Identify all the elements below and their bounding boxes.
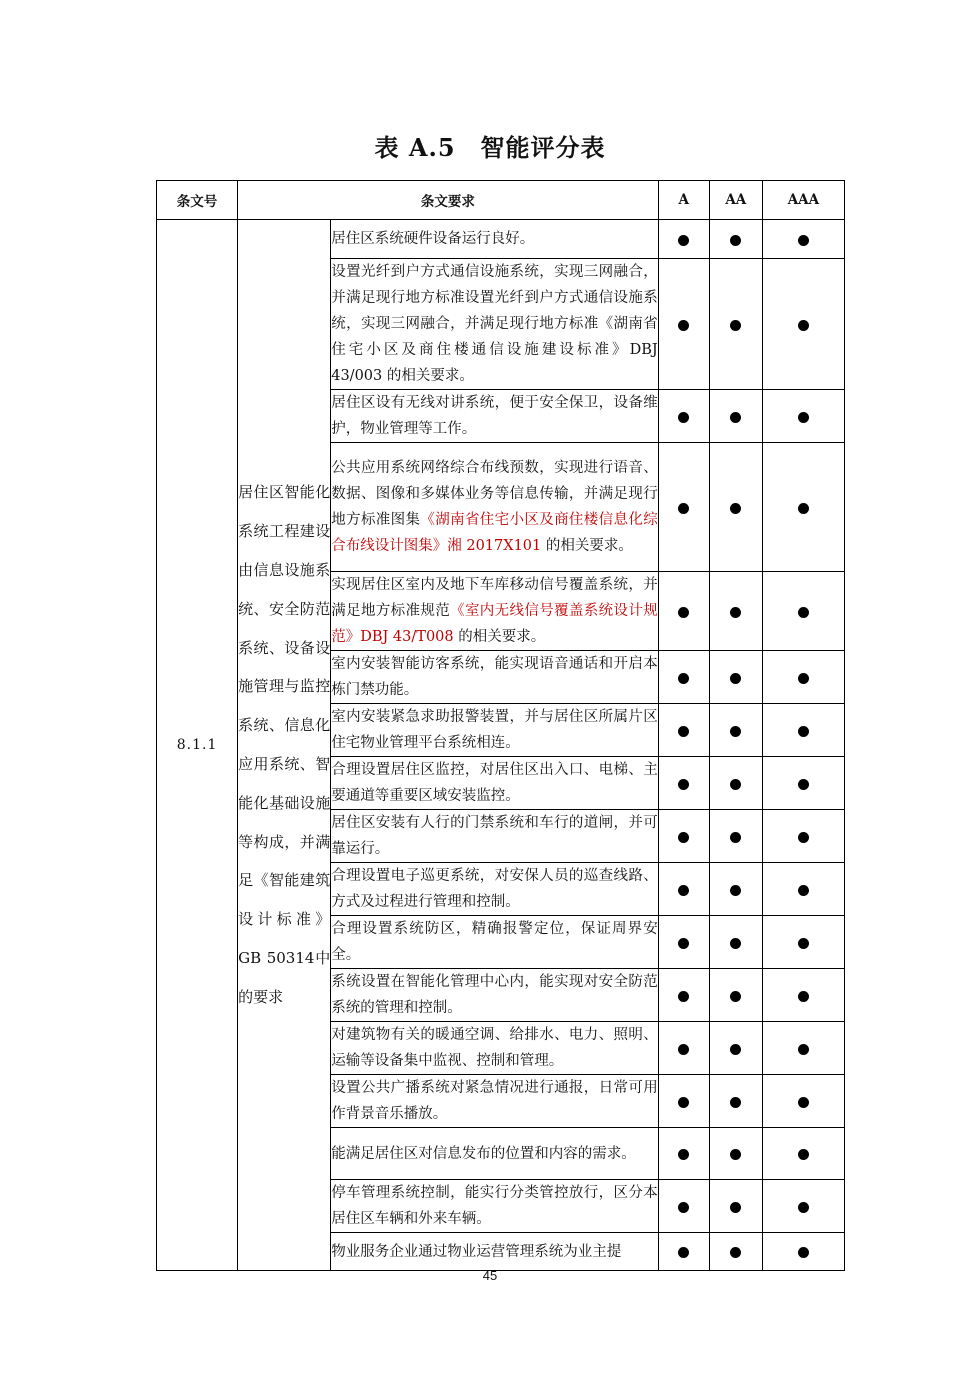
filled-circle-icon xyxy=(678,1202,689,1213)
filled-circle-icon xyxy=(678,885,689,896)
filled-circle-icon xyxy=(730,779,741,790)
requirement-text-part: 的相关要求。 xyxy=(541,538,633,554)
level-aa-cell xyxy=(709,651,762,704)
filled-circle-icon xyxy=(678,1247,689,1258)
filled-circle-icon xyxy=(798,1247,809,1258)
header-row xyxy=(157,181,845,220)
filled-circle-icon xyxy=(730,726,741,737)
filled-circle-icon xyxy=(730,1202,741,1213)
level-aa-cell xyxy=(709,259,762,390)
filled-circle-icon xyxy=(678,607,689,618)
header-clause-no: 条文号 xyxy=(157,181,238,220)
filled-circle-icon xyxy=(798,1149,809,1160)
level-aa-cell xyxy=(709,220,762,259)
level-aaa-cell xyxy=(762,916,844,969)
filled-circle-icon xyxy=(678,1044,689,1055)
referenced-standard: 《湖南省住宅小区及商住楼信息化综合布线设计图集》湘 2017X101 xyxy=(331,512,658,554)
filled-circle-icon xyxy=(678,938,689,949)
header-level-aa: AA xyxy=(709,181,762,220)
filled-circle-icon xyxy=(798,885,809,896)
filled-circle-icon xyxy=(678,991,689,1002)
clause-number: 8.1.1 xyxy=(157,220,238,1271)
level-aaa-cell xyxy=(762,390,844,443)
filled-circle-icon xyxy=(798,1202,809,1213)
level-aa-cell xyxy=(709,704,762,757)
requirement-text: 对建筑物有关的暖通空调、给排水、电力、照明、运输等设备集中监视、控制和管理。 xyxy=(331,1022,658,1075)
filled-circle-icon xyxy=(678,832,689,843)
level-a-cell xyxy=(658,572,709,651)
filled-circle-icon xyxy=(678,235,689,246)
filled-circle-icon xyxy=(730,320,741,331)
level-a-cell xyxy=(658,1075,709,1128)
filled-circle-icon xyxy=(730,991,741,1002)
filled-circle-icon xyxy=(730,1044,741,1055)
level-aaa-cell xyxy=(762,1180,844,1233)
filled-circle-icon xyxy=(730,235,741,246)
filled-circle-icon xyxy=(798,412,809,423)
table-title: 表 A.5 智能评分表 xyxy=(374,133,606,162)
level-aaa-cell xyxy=(762,969,844,1022)
filled-circle-icon xyxy=(798,673,809,684)
filled-circle-icon xyxy=(798,832,809,843)
level-a-cell xyxy=(658,1180,709,1233)
requirement-text xyxy=(331,572,658,651)
level-aaa-cell xyxy=(762,1075,844,1128)
level-a-cell xyxy=(658,1128,709,1180)
level-aaa-cell xyxy=(762,443,844,572)
level-a-cell xyxy=(658,443,709,572)
level-a-cell xyxy=(658,651,709,704)
level-a-cell xyxy=(658,810,709,863)
filled-circle-icon xyxy=(678,779,689,790)
filled-circle-icon xyxy=(678,726,689,737)
filled-circle-icon xyxy=(730,607,741,618)
level-aaa-cell xyxy=(762,1128,844,1180)
requirement-text xyxy=(331,443,658,572)
requirement-text: 能满足居住区对信息发布的位置和内容的需求。 xyxy=(331,1128,658,1180)
level-aaa-cell xyxy=(762,259,844,390)
level-aaa-cell xyxy=(762,1022,844,1075)
level-aa-cell xyxy=(709,390,762,443)
requirement-text: 居住区设有无线对讲系统，便于安全保卫，设备维护，物业管理等工作。 xyxy=(331,390,658,443)
filled-circle-icon xyxy=(730,885,741,896)
header-level-a: A xyxy=(658,181,709,220)
requirement-text: 系统设置在智能化管理中心内，能实现对安全防范系统的管理和控制。 xyxy=(331,969,658,1022)
level-aaa-cell xyxy=(762,1233,844,1271)
level-a-cell xyxy=(658,969,709,1022)
filled-circle-icon xyxy=(798,726,809,737)
level-a-cell xyxy=(658,863,709,916)
level-aa-cell xyxy=(709,810,762,863)
filled-circle-icon xyxy=(798,779,809,790)
level-a-cell xyxy=(658,757,709,810)
filled-circle-icon xyxy=(678,673,689,684)
level-aa-cell xyxy=(709,1180,762,1233)
filled-circle-icon xyxy=(730,938,741,949)
filled-circle-icon xyxy=(730,1247,741,1258)
filled-circle-icon xyxy=(798,991,809,1002)
table-row xyxy=(157,220,845,259)
level-aa-cell xyxy=(709,1022,762,1075)
requirement-text: 停车管理系统控制，能实行分类管控放行，区分本居住区车辆和外来车辆。 xyxy=(331,1180,658,1233)
requirement-text: 物业服务企业通过物业运营管理系统为业主提 xyxy=(331,1233,658,1271)
filled-circle-icon xyxy=(798,1097,809,1108)
referenced-standard: 《室内无线信号覆盖系统设计规范》DBJ 43/T008 xyxy=(331,603,658,645)
requirement-text: 合理设置系统防区，精确报警定位，保证周界安全。 xyxy=(331,916,658,969)
level-aaa-cell xyxy=(762,757,844,810)
level-a-cell xyxy=(658,259,709,390)
filled-circle-icon xyxy=(798,503,809,514)
filled-circle-icon xyxy=(678,1149,689,1160)
requirement-text: 设置公共广播系统对紧急情况进行通报，日常可用作背景音乐播放。 xyxy=(331,1075,658,1128)
filled-circle-icon xyxy=(730,673,741,684)
filled-circle-icon xyxy=(798,235,809,246)
filled-circle-icon xyxy=(678,320,689,331)
level-a-cell xyxy=(658,220,709,259)
level-aa-cell xyxy=(709,1128,762,1180)
header-level-aaa: AAA xyxy=(762,181,844,220)
filled-circle-icon xyxy=(730,412,741,423)
header-requirement: 条文要求 xyxy=(238,181,659,220)
level-aa-cell xyxy=(709,1075,762,1128)
level-a-cell xyxy=(658,390,709,443)
requirement-text-part: 公共应用系统网络综合布线预数，实现进行语音、数据、图像和多媒体业务等信息传输，并满足现行地方标准图集 xyxy=(331,460,658,528)
requirement-text: 合理设置居住区监控，对居住区出入口、电梯、主要通道等重要区域安装监控。 xyxy=(331,757,658,810)
filled-circle-icon xyxy=(730,1097,741,1108)
level-a-cell xyxy=(658,1233,709,1271)
level-aaa-cell xyxy=(762,220,844,259)
requirement-text: 室内安装智能访客系统，能实现语音通话和开启本栋门禁功能。 xyxy=(331,651,658,704)
level-aa-cell xyxy=(709,1233,762,1271)
filled-circle-icon xyxy=(798,607,809,618)
level-aa-cell xyxy=(709,572,762,651)
requirement-text: 居住区系统硬件设备运行良好。 xyxy=(331,220,658,259)
requirement-text: 设置光纤到户方式通信设施系统，实现三网融合，并满足现行地方标准设置光纤到户方式通信设施系统，实现三网融合，并满足现行地方标准《湖南省住宅小区及商住楼通信设施建设标准》DBJ 43/003 的相关要求。 xyxy=(331,259,658,390)
requirement-text: 室内安装紧急求助报警装置，并与居住区所属片区住宅物业管理平台系统相连。 xyxy=(331,704,658,757)
filled-circle-icon xyxy=(798,938,809,949)
filled-circle-icon xyxy=(678,412,689,423)
scoring-table xyxy=(156,180,845,1271)
filled-circle-icon xyxy=(730,503,741,514)
level-a-cell xyxy=(658,704,709,757)
filled-circle-icon xyxy=(678,503,689,514)
level-aa-cell xyxy=(709,969,762,1022)
page-number: 45 xyxy=(482,1268,498,1283)
level-aa-cell xyxy=(709,757,762,810)
requirement-text-part: 的相关要求。 xyxy=(453,629,546,645)
filled-circle-icon xyxy=(730,1149,741,1160)
requirement-text: 合理设置电子巡更系统，对安保人员的巡查线路、方式及过程进行管理和控制。 xyxy=(331,863,658,916)
filled-circle-icon xyxy=(798,320,809,331)
requirement-text-part: 实现居住区室内及地下车库移动信号覆盖系统，并满足地方标准规范 xyxy=(331,577,658,619)
level-a-cell xyxy=(658,1022,709,1075)
level-aa-cell xyxy=(709,916,762,969)
filled-circle-icon xyxy=(798,1044,809,1055)
level-a-cell xyxy=(658,916,709,969)
clause-category: 居住区智能化系统工程建设由信息设施系统、安全防范系统、设备设施管理与监控系统、信息化应用系统、智能化基础设施等构成，并满足《智能建筑设计标准》GB 50314中的要求 xyxy=(238,220,331,1271)
requirement-text: 居住区安装有人行的门禁系统和车行的道闸，并可靠运行。 xyxy=(331,810,658,863)
level-aaa-cell xyxy=(762,651,844,704)
level-aaa-cell xyxy=(762,810,844,863)
level-aaa-cell xyxy=(762,704,844,757)
filled-circle-icon xyxy=(678,1097,689,1108)
level-aa-cell xyxy=(709,443,762,572)
level-aaa-cell xyxy=(762,572,844,651)
level-aaa-cell xyxy=(762,863,844,916)
filled-circle-icon xyxy=(730,832,741,843)
level-aa-cell xyxy=(709,863,762,916)
